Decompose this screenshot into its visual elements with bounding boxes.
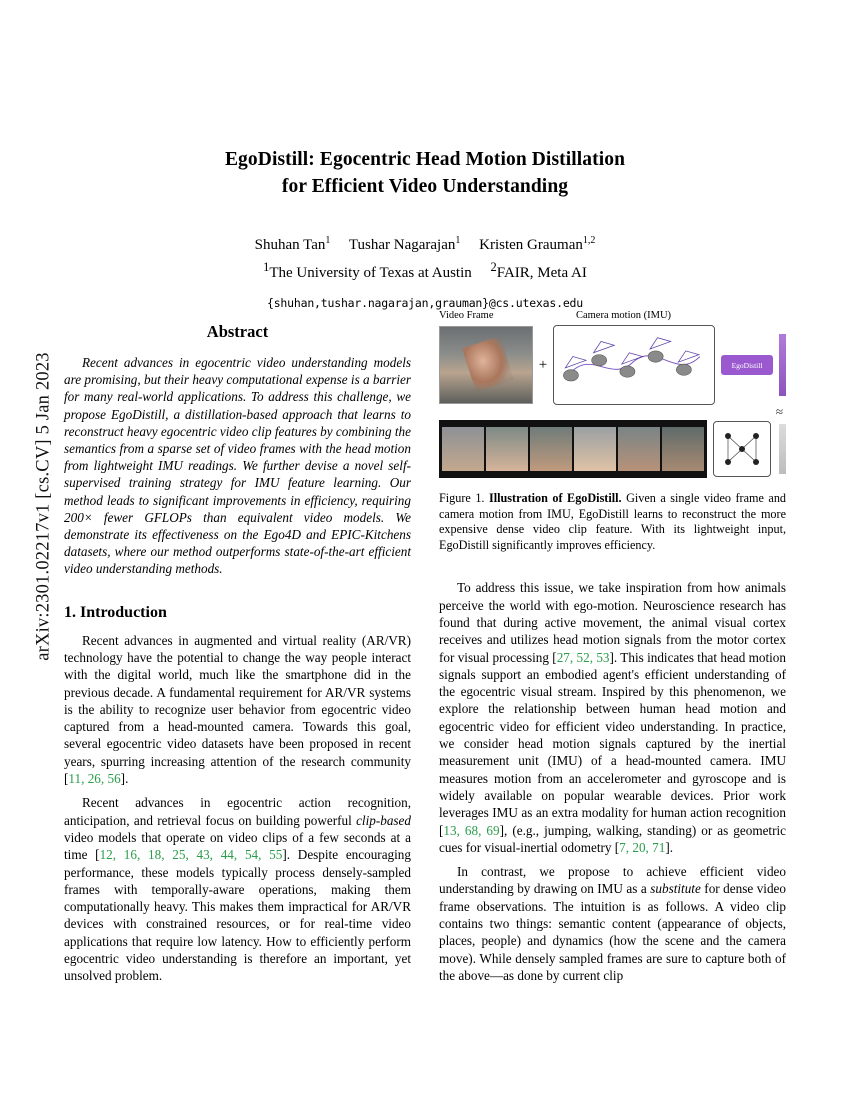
section-heading-introduction: 1. Introduction xyxy=(64,603,167,621)
right-p2-a: In contrast, we propose to achieve efficient video understanding by drawing on IMU as a xyxy=(439,864,786,897)
imu-trajectory-svg xyxy=(554,326,714,404)
paper-content xyxy=(64,0,786,1100)
intro-p2-italic: clip-based xyxy=(356,812,411,828)
film-cell xyxy=(574,427,616,471)
intro-p2-citations: 12, 16, 18, 25, 43, 44, 54, 55 xyxy=(99,847,283,863)
abstract-heading: Abstract xyxy=(206,322,269,341)
label-video-frame: Video Frame xyxy=(439,310,494,321)
left-column xyxy=(64,310,411,992)
author-list xyxy=(64,230,786,256)
abstract-text: Recent advances in egocentric video understanding models are promising, but their heavy computational expense is a barrier for many real-world applications. To address this challenge, we propose EgoDistill, a distillation-based approach that learns to reconstruct heavy egocentric video clip features by combining the semantics from a sparse set of video frames with the head motion from lightweight IMU readings. We further devise a novel self-supervised training strategy for IMU feature learning. Our method leads to significant improvements in efficiency, requiring 200× fewer GFLOPs than equivalent video models. We demonstrate its effectiveness on the Ego4D and EPIC-Kitchens datasets, where our method outperforms state-of-the-art efficient video understanding methods. xyxy=(64,355,411,577)
figure-top-row xyxy=(439,325,786,405)
intro-paragraph-1 xyxy=(64,632,411,788)
right-p1-c: ], (e.g., jumping, walking, standing) or as geometric cues for visual-inertial odometry [ xyxy=(439,822,786,855)
film-cell xyxy=(618,427,660,471)
author-3-affil-marker: 1,2 xyxy=(582,235,596,246)
arxiv-stamp: arXiv:2301.02217v1 [cs.CV] 5 Jan 2023 xyxy=(33,352,54,661)
approx-symbol: ≈ xyxy=(775,404,783,419)
intro-p2-b: video models that operate on video clips of a few seconds at a time [ xyxy=(64,829,411,863)
author-2-affil-marker: 1 xyxy=(455,235,461,246)
author-1: Shuhan Tan xyxy=(254,237,326,253)
intro-p1-b: ]. xyxy=(120,771,129,787)
egodistill-badge: EgoDistill xyxy=(721,355,773,375)
page-title xyxy=(64,146,786,200)
affiliations xyxy=(64,256,786,284)
right-p1-citations-3: 7, 20, 71 xyxy=(619,839,666,855)
right-p1-citations-2: 13, 68, 69 xyxy=(443,822,500,838)
author-3: Kristen Grauman xyxy=(479,237,583,253)
film-cell xyxy=(530,427,572,471)
imu-motion-diagram xyxy=(553,325,715,405)
target-feature-bar xyxy=(779,424,786,474)
film-cell xyxy=(486,427,528,471)
video-model-network-icon xyxy=(713,421,771,477)
affiliation-1: The University of Texas at Austin xyxy=(269,265,472,281)
predicted-feature-bar xyxy=(779,334,786,396)
intro-p1-a: Recent advances in augmented and virtual reality (AR/VR) technology have the potential to change the way people interact with the digital world, much like the smartphone did in the previous decade. A fundamental requirement for AR/VR systems is the ability to recognize user behavior from egocentric video captured from a head-mounted camera. Towards this goal, several egocentric video datasets have been proposed in recent years, spurring increasing attention of the research community [ xyxy=(64,632,411,787)
affil-1-marker: 1 xyxy=(263,260,270,274)
video-frame-thumbnail xyxy=(439,326,533,404)
affil-2-marker: 2 xyxy=(490,260,497,274)
title-line-2: for Efficient Video Understanding xyxy=(281,176,569,197)
right-paragraph-1 xyxy=(439,579,786,856)
right-p1-b: ]. This indicates that head motion signals support an embodied agent's efficient understanding of the egocentric visual stream. Inspired by this phenomenon, we explore the relationship between human head motion and egocentric video for efficient video understanding. In practice, we consider head motion signals captured by the inertial measurement unit (IMU) of a head-mounted camera. IMU measures motion from an accelerometer and gyroscope and is widely available on popular wearable devices. Prior work leverages IMU as an extra modality for human action recognition [ xyxy=(439,649,786,838)
figure-caption-prefix: Figure 1. xyxy=(439,491,489,505)
two-column-body xyxy=(64,310,786,992)
plus-symbol: + xyxy=(538,356,548,373)
author-2: Tushar Nagarajan xyxy=(348,237,456,253)
film-cell xyxy=(662,427,704,471)
intro-p1-citations: 11, 26, 56 xyxy=(68,771,121,787)
film-cell xyxy=(442,427,484,471)
right-p2-b: for dense video frame observations. The intuition is as follows. A video clip contains two things: semantic content (appearance of objects, places, people) and dynamics (how the scene and the camera move). While densely sampled frames are sure to capture both of the above—as done by current clip xyxy=(439,881,786,983)
figure-bottom-row xyxy=(439,419,786,479)
network-graph-svg xyxy=(714,422,770,476)
label-camera-motion: Camera motion (IMU) xyxy=(575,310,672,321)
dense-video-filmstrip xyxy=(439,420,707,478)
figure-caption-bold: Illustration of EgoDistill. xyxy=(488,491,622,505)
affiliation-2: FAIR, Meta AI xyxy=(496,265,587,281)
intro-paragraph-2 xyxy=(64,794,411,984)
right-column xyxy=(439,310,786,992)
intro-p2-c: ]. Despite encouraging performance, these models typically process densely-sampled frames with temporally-aware operations, making them computationally heavy. This makes them impractical for AR/VR devices with constrained resources, or for real-time video applications that require low latency. How to efficiently perform egocentric video understanding is therefore an important, yet unsolved problem. xyxy=(64,847,411,984)
figure-caption-rest: Given a single video frame and camera motion from IMU, EgoDistill learns to reconstruct the more expensive dense video clip feature. With its lightweight input, EgoDistill significantly improves efficiency. xyxy=(439,491,787,552)
right-p1-d: ]. xyxy=(665,839,674,855)
right-p1-a: To address this issue, we take inspiration from how animals perceive the world with ego-motion. Neuroscience research has found that during active movement, the animal visual cortex receives and utilizes head motion signals from the motor cortex for visual processing [ xyxy=(439,580,786,665)
contact-email: {shuhan,tushar.nagarajan,grauman}@cs.utexas.edu xyxy=(266,296,583,310)
figure-labels xyxy=(439,310,786,321)
author-1-affil-marker: 1 xyxy=(325,235,331,246)
figure-caption xyxy=(439,491,786,553)
intro-p2-a: Recent advances in egocentric action recognition, anticipation, and retrieval focus on building powerful xyxy=(64,795,411,828)
figure-1 xyxy=(439,310,786,553)
title-line-1: EgoDistill: Egocentric Head Motion Distillation xyxy=(224,149,626,170)
right-paragraph-2 xyxy=(439,863,786,984)
right-p1-citations-1: 27, 52, 53 xyxy=(556,649,610,665)
right-p2-italic: substitute xyxy=(650,881,701,897)
